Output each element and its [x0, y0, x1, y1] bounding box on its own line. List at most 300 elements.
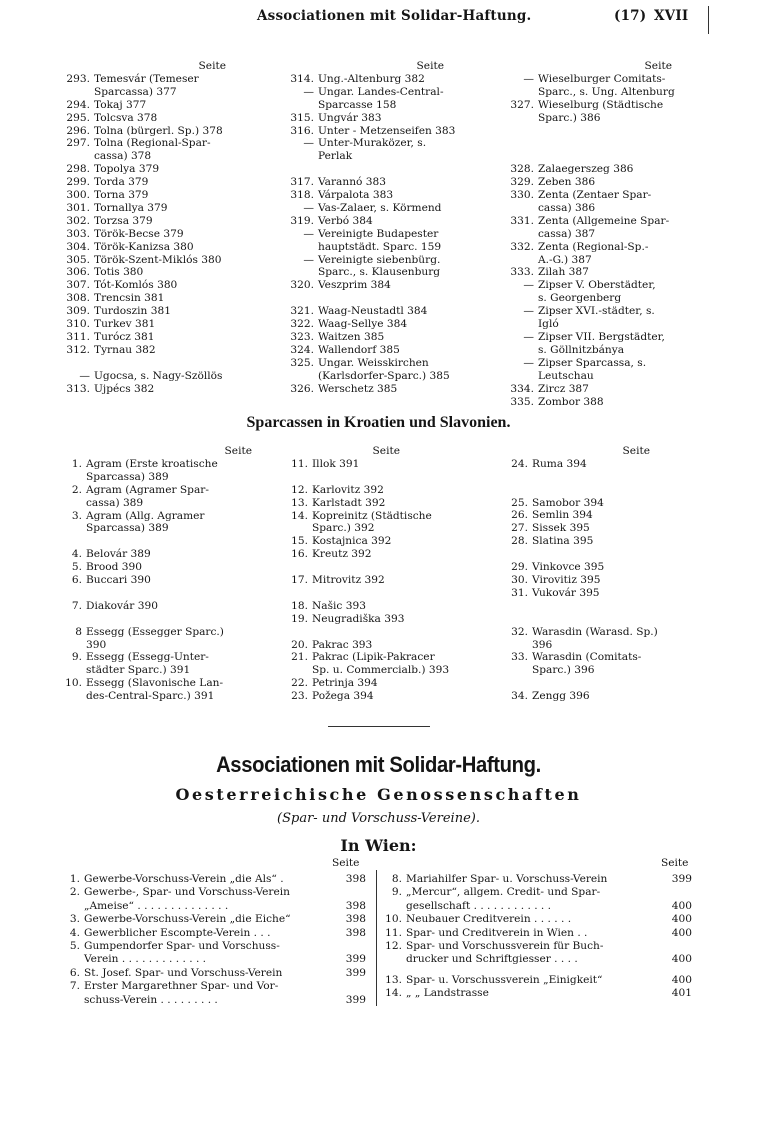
- top-col-2: [284, 60, 484, 396]
- entry-number: 318.: [290, 189, 314, 202]
- croatia-col-1: [60, 445, 260, 703]
- entry-page: 399: [345, 966, 366, 979]
- list-item: [504, 548, 696, 561]
- entry-text: Torda 379: [94, 176, 149, 189]
- entry-text: Werschetz 385: [318, 382, 398, 395]
- entry-text: Zipser XVI.-städter, s. Igló: [538, 305, 655, 331]
- entry-number: [60, 535, 82, 548]
- list-item: [60, 370, 260, 383]
- entry-number: 15.: [291, 535, 308, 548]
- entry-number: [284, 163, 314, 176]
- entry-number: [504, 548, 528, 561]
- entry-number: 316.: [290, 124, 314, 137]
- page-number: (17): [614, 8, 647, 24]
- entry-text: [314, 292, 484, 305]
- entry-text: Neubauer Creditverein . . . . . .: [406, 913, 572, 926]
- entry-number: 32.: [511, 625, 528, 638]
- entry-text: Vereinigte siebenbürg. Sparc., s. Klausenburg: [318, 253, 441, 279]
- entry-page: 400: [671, 973, 692, 986]
- list-item: [64, 900, 366, 913]
- entry-text: Spar- und Creditverein in Wien . .: [406, 926, 588, 939]
- entry-page: 400: [671, 926, 692, 939]
- entry-text: Karlstadt 392: [312, 496, 386, 509]
- entry-text: Gewerbe-Vorschuss-Verein „die Als“ .: [84, 873, 284, 885]
- entry-number: 331.: [510, 214, 534, 227]
- entry-text: Vas-Zalaer, s. Körmend: [318, 201, 442, 214]
- list-item: [284, 510, 484, 536]
- column-divider: [376, 870, 377, 1006]
- entry-number: 30.: [511, 574, 528, 586]
- entry-number: 311.: [66, 331, 90, 344]
- entry-text: Unter-Muraközer, s. Perlak: [318, 137, 427, 163]
- list-item: [60, 587, 260, 600]
- list-item: [284, 137, 484, 163]
- entry-text: [534, 150, 696, 163]
- entry-text: Waitzen 385: [318, 330, 385, 343]
- list-item: [504, 574, 696, 587]
- entry-text: Kreutz 392: [312, 548, 372, 561]
- entry-number: 6.: [69, 966, 80, 979]
- entry-text: Kostajnica 392: [312, 535, 392, 548]
- entry-number: [284, 471, 308, 484]
- entry-number: —: [303, 227, 314, 240]
- list-item: [284, 331, 484, 344]
- list-item: [64, 913, 366, 926]
- list-item: [60, 176, 260, 189]
- entry-text: [314, 163, 484, 176]
- list-item: [64, 886, 366, 899]
- entry-text: „Mercur“, allgem. Credit- und Spar-: [406, 886, 601, 899]
- entry-text: Agram (Agramer Spar- cassa) 389: [86, 483, 209, 509]
- list-item: [284, 228, 484, 254]
- entry-text: Karlovitz 392: [312, 483, 384, 496]
- list-item: [284, 484, 484, 497]
- list-item: [60, 383, 260, 396]
- list-item: [60, 305, 260, 318]
- entry-number: 28.: [511, 535, 528, 548]
- list-item: [284, 587, 484, 600]
- list-item: [60, 574, 260, 587]
- entry-list: [504, 73, 696, 409]
- list-item: [284, 73, 484, 86]
- entry-text: Essegg (Essegger Sparc.) 390: [86, 625, 224, 651]
- list-item: [284, 535, 484, 548]
- entry-page: 399: [671, 873, 692, 885]
- list-item: [384, 913, 692, 926]
- entry-number: 326.: [290, 382, 314, 395]
- list-item: [60, 99, 260, 112]
- entry-text: Kopreinitz (Städtische Sparc.) 392: [312, 509, 432, 535]
- list-item: [284, 383, 484, 396]
- seite-label: Seite: [372, 445, 400, 457]
- list-item: [284, 639, 484, 652]
- entry-text: Totis 380: [94, 266, 144, 279]
- entry-text: „ „ Landstrasse: [406, 987, 489, 1000]
- entry-text: [82, 535, 260, 548]
- entry-number: —: [303, 201, 314, 214]
- entry-page: 400: [671, 953, 692, 966]
- seite-label: Seite: [622, 445, 650, 457]
- entry-number: 4.: [69, 926, 80, 939]
- entry-number: 5.: [71, 561, 82, 574]
- list-item: [60, 626, 260, 652]
- entry-number: 312.: [66, 343, 90, 356]
- entry-number: 3.: [71, 509, 82, 522]
- section-title-associationen: Associationen mit Solidar-Haftung.: [216, 752, 541, 777]
- list-item: [60, 357, 260, 370]
- entry-number: 7.: [71, 599, 82, 612]
- entry-text: Virovitiz 395: [532, 574, 601, 586]
- entry-page: [690, 967, 692, 974]
- list-item: [504, 331, 696, 357]
- list-item: [504, 509, 696, 522]
- entry-number: 307.: [66, 279, 90, 292]
- list-item: [504, 677, 696, 690]
- entry-list: [384, 873, 692, 1001]
- list-item: [60, 484, 260, 510]
- list-item: [504, 266, 696, 279]
- entry-number: 27.: [511, 522, 528, 535]
- entry-text: Vinkovce 395: [532, 561, 605, 574]
- entry-number: [284, 561, 308, 574]
- entry-text: Spar- und Vorschussverein für Buch-: [406, 940, 604, 953]
- entry-text: Verbó 384: [318, 214, 373, 227]
- entry-number: [504, 677, 528, 690]
- list-item: [284, 613, 484, 626]
- entry-text: Brood 390: [86, 561, 142, 574]
- entry-number: 9.: [71, 651, 82, 664]
- entry-number: 20.: [291, 638, 308, 651]
- entry-text: Várpalota 383: [318, 189, 394, 202]
- entry-text: Ungar. Weisskirchen (Karlsdorfer-Sparc.) 385: [318, 356, 450, 382]
- list-item: [384, 873, 692, 886]
- entry-text: Temesvár (Temeser Sparcassa) 377: [94, 72, 199, 98]
- entry-text: Török-Kanizsa 380: [94, 240, 194, 253]
- entry-list: [64, 873, 366, 1007]
- entry-number: 11.: [291, 457, 308, 470]
- entry-text: Zeben 386: [538, 176, 596, 189]
- list-item: [384, 886, 692, 899]
- entry-number: 315.: [290, 111, 314, 124]
- entry-text: Zenta (Allgemeine Spar- cassa) 387: [538, 214, 670, 240]
- entry-list: [60, 73, 260, 396]
- entry-number: —: [303, 137, 314, 150]
- entry-page: 401: [671, 987, 692, 1000]
- list-item: [284, 86, 484, 112]
- list-item: [60, 137, 260, 163]
- entry-text: [528, 484, 696, 497]
- entry-number: [504, 471, 528, 484]
- entry-text: Pakrac (Lipik-Pakracer Sp. u. Commercialb.) 393: [312, 651, 450, 677]
- entry-number: 329.: [510, 176, 534, 189]
- list-item: [60, 292, 260, 305]
- entry-text: Agram (Allg. Agramer Sparcassa) 389: [86, 509, 205, 535]
- entry-text: Ungvár 383: [318, 111, 382, 124]
- croatia-col-3: [504, 445, 696, 703]
- entry-text: Topolya 379: [94, 163, 160, 176]
- entry-number: 302.: [66, 214, 90, 227]
- entry-text: Essegg (Essegg-Unter- städter Sparc.) 391: [86, 651, 209, 677]
- entry-text: Semlin 394: [532, 509, 593, 522]
- entry-page: 398: [345, 899, 366, 912]
- list-item: [284, 176, 484, 189]
- entry-number: 22.: [291, 677, 308, 690]
- list-item: [504, 497, 696, 510]
- entry-number: 294.: [66, 98, 90, 111]
- list-item: [384, 900, 692, 913]
- entry-number: 308.: [66, 292, 90, 305]
- entry-number: 335.: [510, 395, 534, 408]
- entry-number: 330.: [510, 189, 534, 201]
- entry-text: Warasdin (Comitats- Sparc.) 396: [532, 651, 642, 677]
- entry-text: Gumpendorfer Spar- und Vorschuss-: [84, 940, 280, 953]
- list-item: [60, 73, 260, 99]
- list-item: [284, 651, 484, 677]
- entry-text: Waag-Sellye 384: [318, 318, 408, 331]
- entry-text: Našic 393: [312, 599, 366, 612]
- entry-number: [60, 357, 90, 370]
- list-item: [284, 600, 484, 613]
- list-item: [60, 510, 260, 536]
- entry-number: [284, 626, 308, 639]
- entry-text: Wallendorf 385: [318, 343, 400, 356]
- list-item: [504, 484, 696, 497]
- entry-number: 333.: [510, 266, 534, 279]
- entry-text: [308, 626, 484, 639]
- entry-number: 1.: [71, 457, 82, 470]
- entry-number: 6.: [71, 574, 82, 587]
- list-item: [504, 535, 696, 548]
- list-item: [384, 927, 692, 940]
- entry-number: [64, 900, 80, 913]
- list-item: [64, 980, 366, 993]
- list-item: [504, 522, 696, 535]
- entry-number: 298.: [66, 163, 90, 176]
- entry-text: Tolna (bürgerl. Sp.) 378: [94, 124, 223, 137]
- entry-text: drucker und Schriftgiesser . . . .: [406, 953, 578, 966]
- entry-number: 29.: [511, 561, 528, 574]
- list-item: [504, 163, 696, 176]
- entry-number: 320.: [290, 279, 314, 292]
- entry-number: 293.: [66, 72, 90, 85]
- entry-number: —: [303, 253, 314, 266]
- entry-text: Verein . . . . . . . . . . . . .: [84, 953, 207, 966]
- entry-text: Gewerbe-Vorschuss-Verein „die Eiche“: [84, 913, 291, 926]
- list-item: [60, 163, 260, 176]
- list-item: [64, 873, 366, 886]
- entry-number: [504, 484, 528, 497]
- entry-number: 334.: [510, 382, 534, 395]
- list-item: [60, 600, 260, 613]
- entry-number: 300.: [66, 189, 90, 202]
- list-item: [504, 690, 696, 703]
- subtitle-genossenschaften: Oesterreichische Genossenschaften: [175, 785, 582, 804]
- entry-text: Unter - Metzenseifen 383: [318, 124, 456, 137]
- entry-number: 8: [75, 625, 82, 638]
- list-item: [504, 396, 696, 409]
- list-item: [60, 266, 260, 279]
- entry-page: [690, 886, 692, 899]
- list-item: [60, 202, 260, 215]
- entry-number: —: [523, 356, 534, 369]
- entry-number: [284, 292, 314, 305]
- entry-number: 321.: [290, 305, 314, 318]
- entry-text: Varannó 383: [318, 176, 386, 189]
- list-item: [504, 241, 696, 267]
- entry-number: 313.: [66, 382, 90, 395]
- entry-page: 399: [345, 953, 366, 966]
- entry-number: 25.: [511, 496, 528, 509]
- entry-page: 398: [345, 913, 366, 926]
- list-item: [284, 318, 484, 331]
- entry-text: Samobor 394: [532, 496, 604, 509]
- list-item: [284, 458, 484, 471]
- list-item: [284, 215, 484, 228]
- entry-page: [364, 886, 366, 899]
- entry-number: 33.: [511, 651, 528, 664]
- list-item: [284, 254, 484, 280]
- entry-text: Neugradiška 393: [312, 612, 405, 625]
- entry-number: [384, 900, 402, 913]
- list-item: [284, 344, 484, 357]
- entry-text: [528, 548, 696, 561]
- seite-label: Seite: [661, 857, 689, 869]
- list-item: [60, 613, 260, 626]
- entry-number: [504, 600, 528, 613]
- entry-text: Zengg 396: [532, 690, 590, 703]
- list-item: [64, 994, 366, 1007]
- entry-number: 305.: [66, 253, 90, 266]
- entry-number: 12.: [385, 940, 402, 953]
- list-item: [284, 561, 484, 574]
- entry-list: [504, 458, 696, 703]
- list-item: [284, 690, 484, 703]
- entry-text: Diakovár 390: [86, 599, 158, 612]
- entry-number: 2.: [71, 483, 82, 496]
- seite-label: Seite: [332, 857, 360, 869]
- city-heading: In Wien:: [340, 836, 417, 855]
- entry-text: Ugocsa, s. Nagy-Szöllös: [94, 369, 223, 382]
- list-item: [60, 189, 260, 202]
- list-item: [284, 279, 484, 292]
- entry-text: [528, 613, 696, 626]
- entry-list: [284, 458, 484, 703]
- entry-number: [60, 613, 82, 626]
- list-item: [60, 241, 260, 254]
- entry-text: Ujpécs 382: [94, 382, 155, 395]
- entry-number: —: [523, 305, 534, 318]
- list-item: [284, 305, 484, 318]
- entry-text: [534, 125, 696, 138]
- list-item: [284, 471, 484, 484]
- list-item: [284, 626, 484, 639]
- entry-number: 13.: [385, 973, 402, 986]
- entry-text: Zenta (Regional-Sp.- A.-G.) 387: [538, 240, 649, 266]
- wien-list-right: [384, 873, 692, 1001]
- list-item: [60, 677, 260, 703]
- entry-number: 12.: [291, 483, 308, 496]
- entry-text: Turócz 381: [94, 331, 155, 344]
- entry-number: 317.: [290, 176, 314, 189]
- list-item: [504, 99, 696, 125]
- list-item: [504, 600, 696, 613]
- list-item: [504, 305, 696, 331]
- entry-number: [64, 994, 80, 1007]
- list-item: [284, 357, 484, 383]
- entry-text: Zombor 388: [538, 395, 604, 408]
- entry-number: 306.: [66, 266, 90, 279]
- entry-number: [384, 967, 402, 974]
- entry-number: 3.: [69, 913, 80, 926]
- entry-number: 304.: [66, 240, 90, 253]
- list-item: [504, 189, 696, 215]
- entry-number: [64, 953, 80, 966]
- seite-label: Seite: [224, 445, 252, 457]
- entry-text: [308, 561, 484, 574]
- list-item: [504, 215, 696, 241]
- edge-mark: [708, 6, 709, 34]
- entry-number: 10.: [385, 913, 402, 926]
- list-item: [284, 163, 484, 176]
- entry-text: [528, 471, 696, 484]
- list-item: [64, 967, 366, 980]
- section-title-croatia: Sparcassen in Kroatien und Slavonien.: [246, 414, 511, 431]
- entry-text: gesellschaft . . . . . . . . . . . .: [406, 899, 552, 912]
- entry-number: 1.: [69, 873, 80, 885]
- entry-text: [308, 471, 484, 484]
- entry-text: Tolcsva 378: [94, 111, 158, 124]
- list-item: [284, 677, 484, 690]
- entry-number: 322.: [290, 318, 314, 331]
- entry-text: Gewerbe-, Spar- und Vorschuss-Verein: [84, 886, 290, 899]
- entry-number: 328.: [510, 163, 534, 176]
- entry-number: 310.: [66, 318, 90, 331]
- entry-number: 14.: [385, 987, 402, 1000]
- list-item: [60, 344, 260, 357]
- list-item: [504, 176, 696, 189]
- list-item: [504, 357, 696, 383]
- list-item: [284, 125, 484, 138]
- list-item: [64, 927, 366, 940]
- entry-number: 24.: [511, 457, 528, 470]
- entry-number: 34.: [511, 690, 528, 703]
- entry-number: 303.: [66, 227, 90, 240]
- list-item: [384, 953, 692, 966]
- list-item: [60, 458, 260, 484]
- entry-text: Petrinja 394: [312, 677, 378, 690]
- entry-page: 398: [345, 926, 366, 939]
- entry-text: Gewerblicher Escompte-Verein . . .: [84, 926, 271, 939]
- entry-text: Erster Margarethner Spar- und Vor-: [84, 980, 279, 993]
- list-item: [60, 561, 260, 574]
- entry-number: 9.: [391, 886, 402, 899]
- list-item: [504, 458, 696, 471]
- entry-number: 16.: [291, 548, 308, 561]
- entry-text: Ung.-Altenburg 382: [318, 72, 425, 85]
- entry-text: Belovár 389: [86, 548, 151, 561]
- entry-list: [284, 73, 484, 396]
- list-item: [60, 215, 260, 228]
- list-item: [60, 254, 260, 267]
- entry-text: Slatina 395: [532, 535, 594, 548]
- list-item: [504, 383, 696, 396]
- list-item: [384, 940, 692, 953]
- entry-text: [534, 137, 696, 150]
- entry-number: 324.: [290, 343, 314, 356]
- entry-text: Spar- u. Vorschussverein „Einigkeit“: [406, 973, 603, 986]
- list-item: [504, 125, 696, 138]
- list-item: [60, 125, 260, 138]
